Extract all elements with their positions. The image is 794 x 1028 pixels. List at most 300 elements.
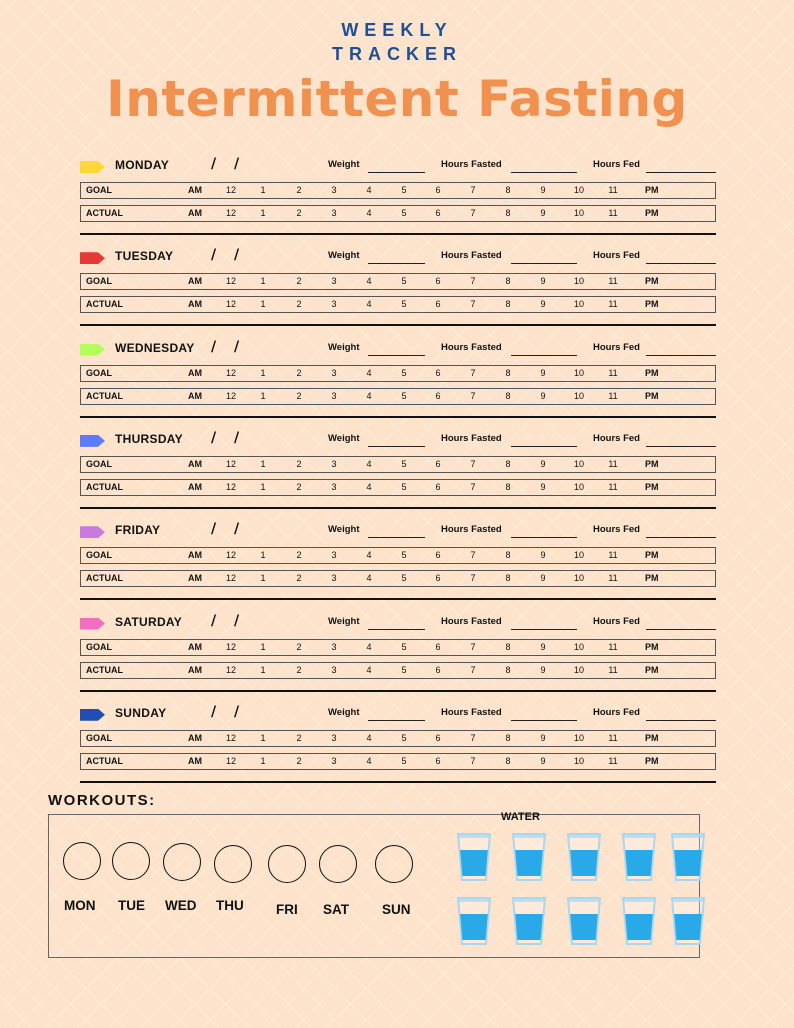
am-label: AM	[188, 641, 202, 652]
pm-label: PM	[645, 641, 659, 652]
hour-cell[interactable]: 4	[366, 276, 372, 287]
hour-cell[interactable]: 8	[505, 664, 511, 675]
hour-cell[interactable]: 4	[366, 208, 372, 218]
workout-day-label: TUE	[118, 898, 145, 913]
hour-cell[interactable]: 2	[296, 481, 302, 492]
hour-cell[interactable]: 2	[296, 185, 302, 195]
pm-label: PM	[645, 732, 659, 743]
hour-cell[interactable]: 1	[260, 550, 266, 561]
hour-cell[interactable]: 6	[435, 732, 441, 743]
hour-cell[interactable]: 8	[505, 641, 511, 652]
hour-cell[interactable]: 10	[573, 641, 584, 652]
hours-fed-input-line[interactable]	[646, 263, 716, 264]
hour-cell[interactable]: 11	[608, 367, 618, 378]
hour-cell[interactable]: 3	[331, 367, 337, 378]
hour-cell[interactable]: 1	[260, 641, 266, 652]
day-header	[80, 614, 716, 636]
hour-cell[interactable]: 1	[260, 390, 266, 401]
hour-cell[interactable]: 7	[470, 390, 476, 401]
day-separator	[80, 781, 716, 783]
hour-cell[interactable]: 5	[401, 481, 407, 492]
workout-day-label: MON	[64, 898, 96, 913]
weight-label: Weight	[328, 432, 360, 444]
water-glass-icon[interactable]	[456, 896, 492, 946]
pm-label: PM	[645, 208, 659, 218]
hour-cell[interactable]: 9	[540, 755, 546, 766]
hour-cell[interactable]: 12	[225, 276, 236, 287]
hour-cell[interactable]: 6	[435, 185, 441, 195]
hour-cell[interactable]: 7	[470, 732, 476, 743]
weight-input-line[interactable]	[368, 537, 425, 538]
hour-cell[interactable]: 6	[435, 390, 441, 401]
hour-cell[interactable]: 9	[540, 276, 546, 287]
goal-row[interactable]	[80, 730, 716, 747]
hours-fed-input-line[interactable]	[646, 446, 716, 447]
hour-cell[interactable]: 7	[470, 755, 476, 766]
hour-cell[interactable]: 12	[225, 390, 236, 401]
hours-fasted-input-line[interactable]	[511, 446, 577, 447]
date-slash: /	[211, 247, 217, 264]
water-glass-icon[interactable]	[566, 832, 602, 882]
hour-cell[interactable]: 11	[608, 550, 618, 561]
hour-cell[interactable]: 8	[505, 458, 511, 469]
water-glass-icon[interactable]	[621, 896, 657, 946]
hour-cell[interactable]: 7	[470, 299, 476, 310]
am-label: AM	[188, 573, 202, 584]
hour-cell[interactable]: 1	[260, 208, 266, 218]
am-label: AM	[188, 664, 202, 675]
hour-cell[interactable]: 3	[331, 641, 337, 652]
hour-cell[interactable]: 3	[331, 550, 337, 561]
hour-cell[interactable]: 6	[435, 755, 441, 766]
hour-cell[interactable]: 6	[435, 458, 441, 469]
am-label: AM	[188, 732, 202, 743]
hour-cell[interactable]: 11	[608, 276, 618, 287]
workout-day-label: SAT	[323, 902, 349, 917]
weight-label: Weight	[328, 250, 360, 262]
water-glass-icon[interactable]	[511, 832, 547, 882]
hour-cell[interactable]: 10	[573, 276, 584, 287]
hour-cell[interactable]: 8	[505, 755, 511, 766]
hour-cell[interactable]: 10	[573, 755, 584, 766]
day-separator	[80, 233, 716, 235]
workouts-title: WORKOUTS:	[48, 792, 156, 809]
workout-checkbox-tue[interactable]	[112, 842, 150, 880]
workout-day-label: SUN	[382, 902, 411, 917]
hour-cell[interactable]: 1	[260, 185, 266, 195]
weight-label: Weight	[328, 159, 360, 170]
hour-cell[interactable]: 4	[366, 732, 372, 743]
date-slash: /	[211, 521, 217, 538]
hour-cell[interactable]: 2	[296, 458, 302, 469]
hour-cell[interactable]: 1	[260, 481, 266, 492]
hour-cell[interactable]: 6	[435, 664, 441, 675]
hours-fed-input-line[interactable]	[646, 172, 716, 173]
day-block-friday	[80, 522, 716, 607]
hours-fasted-input-line[interactable]	[511, 629, 577, 630]
hour-cell[interactable]: 12	[225, 458, 236, 469]
hour-cell[interactable]: 4	[366, 573, 372, 584]
hours-fasted-label: Hours Fasted	[441, 159, 502, 170]
hour-cell[interactable]: 2	[296, 367, 302, 378]
actual-row[interactable]	[80, 662, 716, 679]
hour-cell[interactable]: 1	[260, 276, 266, 287]
hours-fed-label: Hours Fed	[593, 432, 640, 444]
hour-cell[interactable]: 3	[331, 732, 337, 743]
am-label: AM	[188, 367, 202, 378]
hours-fed-input-line[interactable]	[646, 537, 716, 538]
water-glass-icon[interactable]	[511, 896, 547, 946]
date-slash: /	[211, 338, 217, 355]
actual-row[interactable]	[80, 296, 716, 313]
hour-cell[interactable]: 8	[505, 276, 511, 287]
hour-cell[interactable]: 5	[401, 664, 407, 675]
hour-cell[interactable]: 11	[608, 185, 618, 195]
hour-cell[interactable]: 7	[470, 276, 476, 287]
hour-cell[interactable]: 4	[366, 481, 372, 492]
actual-row[interactable]	[80, 479, 716, 496]
pm-label: PM	[645, 276, 659, 287]
hour-cell[interactable]: 12	[225, 481, 236, 492]
hour-cell[interactable]: 4	[366, 664, 372, 675]
hour-cell[interactable]: 12	[225, 755, 236, 766]
hour-cell[interactable]: 2	[296, 276, 302, 287]
hour-cell[interactable]: 2	[296, 732, 302, 743]
hour-cell[interactable]: 3	[331, 664, 337, 675]
hour-cell[interactable]: 5	[401, 208, 407, 218]
hour-cell[interactable]: 9	[540, 550, 546, 561]
water-glass-icon[interactable]	[456, 832, 492, 882]
hour-cell[interactable]: 3	[331, 458, 337, 469]
hour-cell[interactable]: 10	[573, 185, 584, 195]
hour-cell[interactable]: 9	[540, 458, 546, 469]
hour-cell[interactable]: 7	[470, 641, 476, 652]
hour-cell[interactable]: 3	[331, 185, 337, 195]
hour-cell[interactable]: 8	[505, 367, 511, 378]
hour-cell[interactable]: 12	[225, 550, 236, 561]
hour-cell[interactable]: 10	[573, 458, 584, 469]
hour-cell[interactable]: 5	[401, 458, 407, 469]
hour-cell[interactable]: 2	[296, 299, 302, 310]
hour-cell[interactable]: 1	[260, 732, 266, 743]
weight-input-line[interactable]	[368, 629, 425, 630]
hour-cell[interactable]: 5	[401, 732, 407, 743]
hour-cell[interactable]: 12	[225, 367, 236, 378]
hour-cell[interactable]: 4	[366, 367, 372, 378]
hour-cell[interactable]: 9	[540, 641, 546, 652]
day-name: SATURDAY	[115, 614, 183, 629]
hours-fasted-input-line[interactable]	[511, 355, 577, 356]
hour-cell[interactable]: 3	[331, 299, 337, 310]
day-header	[80, 157, 716, 179]
workout-day-label: FRI	[276, 902, 298, 917]
date-slash: /	[234, 429, 240, 446]
hour-cell[interactable]: 1	[260, 299, 266, 310]
hour-cell[interactable]: 8	[505, 732, 511, 743]
hour-cell[interactable]: 11	[608, 299, 618, 310]
date-slash: /	[234, 156, 240, 172]
water-glass-icon[interactable]	[670, 832, 706, 882]
hour-cell[interactable]: 4	[366, 550, 372, 561]
hour-cell[interactable]: 8	[505, 185, 511, 195]
hour-cell[interactable]: 1	[260, 367, 266, 378]
weight-input-line[interactable]	[368, 172, 425, 173]
hour-cell[interactable]: 5	[401, 276, 407, 287]
hour-cell[interactable]: 2	[296, 573, 302, 584]
pm-label: PM	[645, 299, 659, 310]
day-block-sunday	[80, 705, 716, 790]
hour-cell[interactable]: 8	[505, 573, 511, 584]
hour-cell[interactable]: 3	[331, 573, 337, 584]
hour-cell[interactable]: 12	[225, 185, 236, 195]
hour-cell[interactable]: 2	[296, 664, 302, 675]
hour-cell[interactable]: 4	[366, 755, 372, 766]
hour-cell[interactable]: 4	[366, 641, 372, 652]
actual-row[interactable]	[80, 570, 716, 587]
goal-row[interactable]	[80, 182, 716, 199]
actual-label: ACTUAL	[86, 390, 123, 401]
hour-cell[interactable]: 7	[470, 550, 476, 561]
hour-cell[interactable]: 11	[608, 458, 618, 469]
day-color-tag-icon	[80, 618, 105, 630]
hour-cell[interactable]: 5	[401, 573, 407, 584]
hour-cell[interactable]: 5	[401, 299, 407, 310]
hour-cell[interactable]: 6	[435, 641, 441, 652]
hour-cell[interactable]: 11	[608, 664, 618, 675]
hours-fasted-input-line[interactable]	[511, 172, 577, 173]
hour-cell[interactable]: 7	[470, 664, 476, 675]
goal-row[interactable]	[80, 365, 716, 382]
hour-cell[interactable]: 11	[608, 390, 618, 401]
day-separator	[80, 507, 716, 509]
weight-label: Weight	[328, 524, 360, 536]
day-separator	[80, 324, 716, 326]
header-subtitle-weekly: WEEKLY	[341, 20, 453, 40]
hour-cell[interactable]: 11	[608, 732, 618, 743]
hour-cell[interactable]: 9	[540, 664, 546, 675]
hour-cell[interactable]: 12	[225, 299, 236, 310]
hours-fed-label: Hours Fed	[593, 341, 640, 353]
hour-cell[interactable]: 8	[505, 550, 511, 561]
hour-cell[interactable]: 10	[573, 367, 584, 378]
hours-fasted-label: Hours Fasted	[441, 706, 502, 718]
weight-input-line[interactable]	[368, 720, 425, 721]
hour-cell[interactable]: 6	[435, 208, 441, 218]
date-slash: /	[234, 247, 240, 264]
day-header	[80, 340, 716, 362]
hour-cell[interactable]: 9	[540, 390, 546, 401]
hour-cell[interactable]: 10	[573, 573, 584, 584]
date-slash: /	[211, 156, 217, 172]
date-slash: /	[211, 612, 217, 629]
hour-cell[interactable]: 5	[401, 185, 407, 195]
goal-label: GOAL	[86, 550, 112, 561]
hour-cell[interactable]: 5	[401, 367, 407, 378]
hour-cell[interactable]: 12	[225, 664, 236, 675]
date-slash: /	[211, 703, 217, 720]
hour-cell[interactable]: 5	[401, 755, 407, 766]
pm-label: PM	[645, 185, 659, 195]
hour-cell[interactable]: 6	[435, 573, 441, 584]
hour-cell[interactable]: 9	[540, 208, 546, 218]
hour-cell[interactable]: 8	[505, 299, 511, 310]
day-name: FRIDAY	[115, 523, 161, 538]
water-glass-icon[interactable]	[566, 896, 602, 946]
hour-cell[interactable]: 2	[296, 755, 302, 766]
hour-cell[interactable]: 11	[608, 481, 618, 492]
workout-checkbox-fri[interactable]	[268, 845, 306, 883]
day-name: WEDNESDAY	[115, 340, 195, 355]
am-label: AM	[188, 208, 202, 218]
hour-cell[interactable]: 9	[540, 481, 546, 492]
water-title: WATER	[501, 811, 540, 823]
hour-cell[interactable]: 5	[401, 390, 407, 401]
hour-cell[interactable]: 7	[470, 573, 476, 584]
hour-cell[interactable]: 10	[573, 390, 584, 401]
day-separator	[80, 690, 716, 692]
hour-cell[interactable]: 2	[296, 390, 302, 401]
day-header	[80, 431, 716, 453]
goal-row[interactable]	[80, 639, 716, 656]
weight-input-line[interactable]	[368, 355, 425, 356]
actual-row[interactable]	[80, 388, 716, 405]
weight-input-line[interactable]	[368, 263, 425, 264]
hour-cell[interactable]: 9	[540, 732, 546, 743]
hour-cell[interactable]: 8	[505, 208, 511, 218]
hour-cell[interactable]: 4	[366, 390, 372, 401]
hour-cell[interactable]: 8	[505, 390, 511, 401]
hours-fed-input-line[interactable]	[646, 355, 716, 356]
day-name: SUNDAY	[115, 705, 167, 720]
day-color-tag-icon	[80, 526, 105, 538]
hour-cell[interactable]: 9	[540, 185, 546, 195]
hour-cell[interactable]: 7	[470, 367, 476, 378]
workout-checkbox-mon[interactable]	[63, 842, 101, 880]
hour-cell[interactable]: 1	[260, 664, 266, 675]
day-name: MONDAY	[115, 158, 170, 172]
hour-cell[interactable]: 12	[225, 641, 236, 652]
hour-cell[interactable]: 10	[573, 299, 584, 310]
workout-checkbox-thu[interactable]	[214, 845, 252, 883]
goal-row[interactable]	[80, 456, 716, 473]
day-color-tag-icon	[80, 161, 105, 173]
goal-row[interactable]	[80, 547, 716, 564]
day-block-tuesday	[80, 248, 716, 333]
hour-cell[interactable]: 4	[366, 185, 372, 195]
hour-cell[interactable]: 9	[540, 299, 546, 310]
hours-fed-label: Hours Fed	[593, 706, 640, 718]
pm-label: PM	[645, 550, 659, 561]
hour-cell[interactable]: 11	[608, 208, 618, 218]
day-color-tag-icon	[80, 344, 105, 356]
hour-cell[interactable]: 7	[470, 208, 476, 218]
am-label: AM	[188, 276, 202, 287]
hour-cell[interactable]: 11	[608, 755, 618, 766]
hour-cell[interactable]: 10	[573, 550, 584, 561]
hour-cell[interactable]: 6	[435, 299, 441, 310]
hour-cell[interactable]: 6	[435, 276, 441, 287]
hour-cell[interactable]: 2	[296, 641, 302, 652]
day-color-tag-icon	[80, 709, 105, 721]
hours-fed-input-line[interactable]	[646, 629, 716, 630]
hour-cell[interactable]: 11	[608, 641, 618, 652]
day-block-wednesday	[80, 340, 716, 425]
actual-row[interactable]	[80, 205, 716, 222]
actual-label: ACTUAL	[86, 664, 123, 675]
hour-cell[interactable]: 5	[401, 550, 407, 561]
hour-cell[interactable]: 1	[260, 573, 266, 584]
day-header	[80, 522, 716, 544]
hour-cell[interactable]: 12	[225, 732, 236, 743]
hour-cell[interactable]: 7	[470, 481, 476, 492]
hours-fasted-input-line[interactable]	[511, 537, 577, 538]
hour-cell[interactable]: 10	[573, 481, 584, 492]
hour-cell[interactable]: 7	[470, 458, 476, 469]
hour-cell[interactable]: 8	[505, 481, 511, 492]
workout-day-label: WED	[165, 898, 197, 913]
hour-cell[interactable]: 9	[540, 573, 546, 584]
actual-label: ACTUAL	[86, 755, 123, 766]
actual-row[interactable]	[80, 753, 716, 770]
hour-cell[interactable]: 3	[331, 276, 337, 287]
hour-cell[interactable]: 3	[331, 208, 337, 218]
hour-cell[interactable]: 6	[435, 367, 441, 378]
hour-cell[interactable]: 12	[225, 208, 236, 218]
am-label: AM	[188, 185, 202, 195]
hour-cell[interactable]: 9	[540, 367, 546, 378]
weight-input-line[interactable]	[368, 446, 425, 447]
workout-checkbox-sun[interactable]	[375, 845, 413, 883]
hour-cell[interactable]: 1	[260, 458, 266, 469]
date-slash: /	[234, 521, 240, 538]
goal-row[interactable]	[80, 273, 716, 290]
hour-cell[interactable]: 10	[573, 732, 584, 743]
weight-label: Weight	[328, 341, 360, 353]
hour-cell[interactable]: 4	[366, 458, 372, 469]
hours-fed-label: Hours Fed	[593, 250, 640, 262]
hours-fasted-label: Hours Fasted	[441, 615, 502, 627]
hours-fasted-label: Hours Fasted	[441, 250, 502, 262]
hour-cell[interactable]: 2	[296, 208, 302, 218]
hour-cell[interactable]: 12	[225, 573, 236, 584]
hour-cell[interactable]: 5	[401, 641, 407, 652]
workout-checkbox-sat[interactable]	[319, 845, 357, 883]
hour-cell[interactable]: 3	[331, 481, 337, 492]
hour-cell[interactable]: 6	[435, 481, 441, 492]
hour-cell[interactable]: 1	[260, 755, 266, 766]
hour-cell[interactable]: 6	[435, 550, 441, 561]
hours-fasted-input-line[interactable]	[511, 720, 577, 721]
date-slash: /	[234, 612, 240, 629]
water-glass-icon[interactable]	[670, 896, 706, 946]
hour-cell[interactable]: 10	[573, 208, 584, 218]
hours-fasted-label: Hours Fasted	[441, 341, 502, 353]
hour-cell[interactable]: 10	[573, 664, 584, 675]
hour-cell[interactable]: 2	[296, 550, 302, 561]
hour-cell[interactable]: 4	[366, 299, 372, 310]
workout-checkbox-wed[interactable]	[163, 843, 201, 881]
hour-cell[interactable]: 7	[470, 185, 476, 195]
pm-label: PM	[645, 458, 659, 469]
hours-fed-input-line[interactable]	[646, 720, 716, 721]
hour-cell[interactable]: 11	[608, 573, 618, 584]
day-color-tag-icon	[80, 252, 105, 264]
hour-cell[interactable]: 3	[331, 755, 337, 766]
hour-cell[interactable]: 3	[331, 390, 337, 401]
goal-label: GOAL	[86, 641, 112, 652]
hours-fasted-input-line[interactable]	[511, 263, 577, 264]
water-glass-icon[interactable]	[621, 832, 657, 882]
